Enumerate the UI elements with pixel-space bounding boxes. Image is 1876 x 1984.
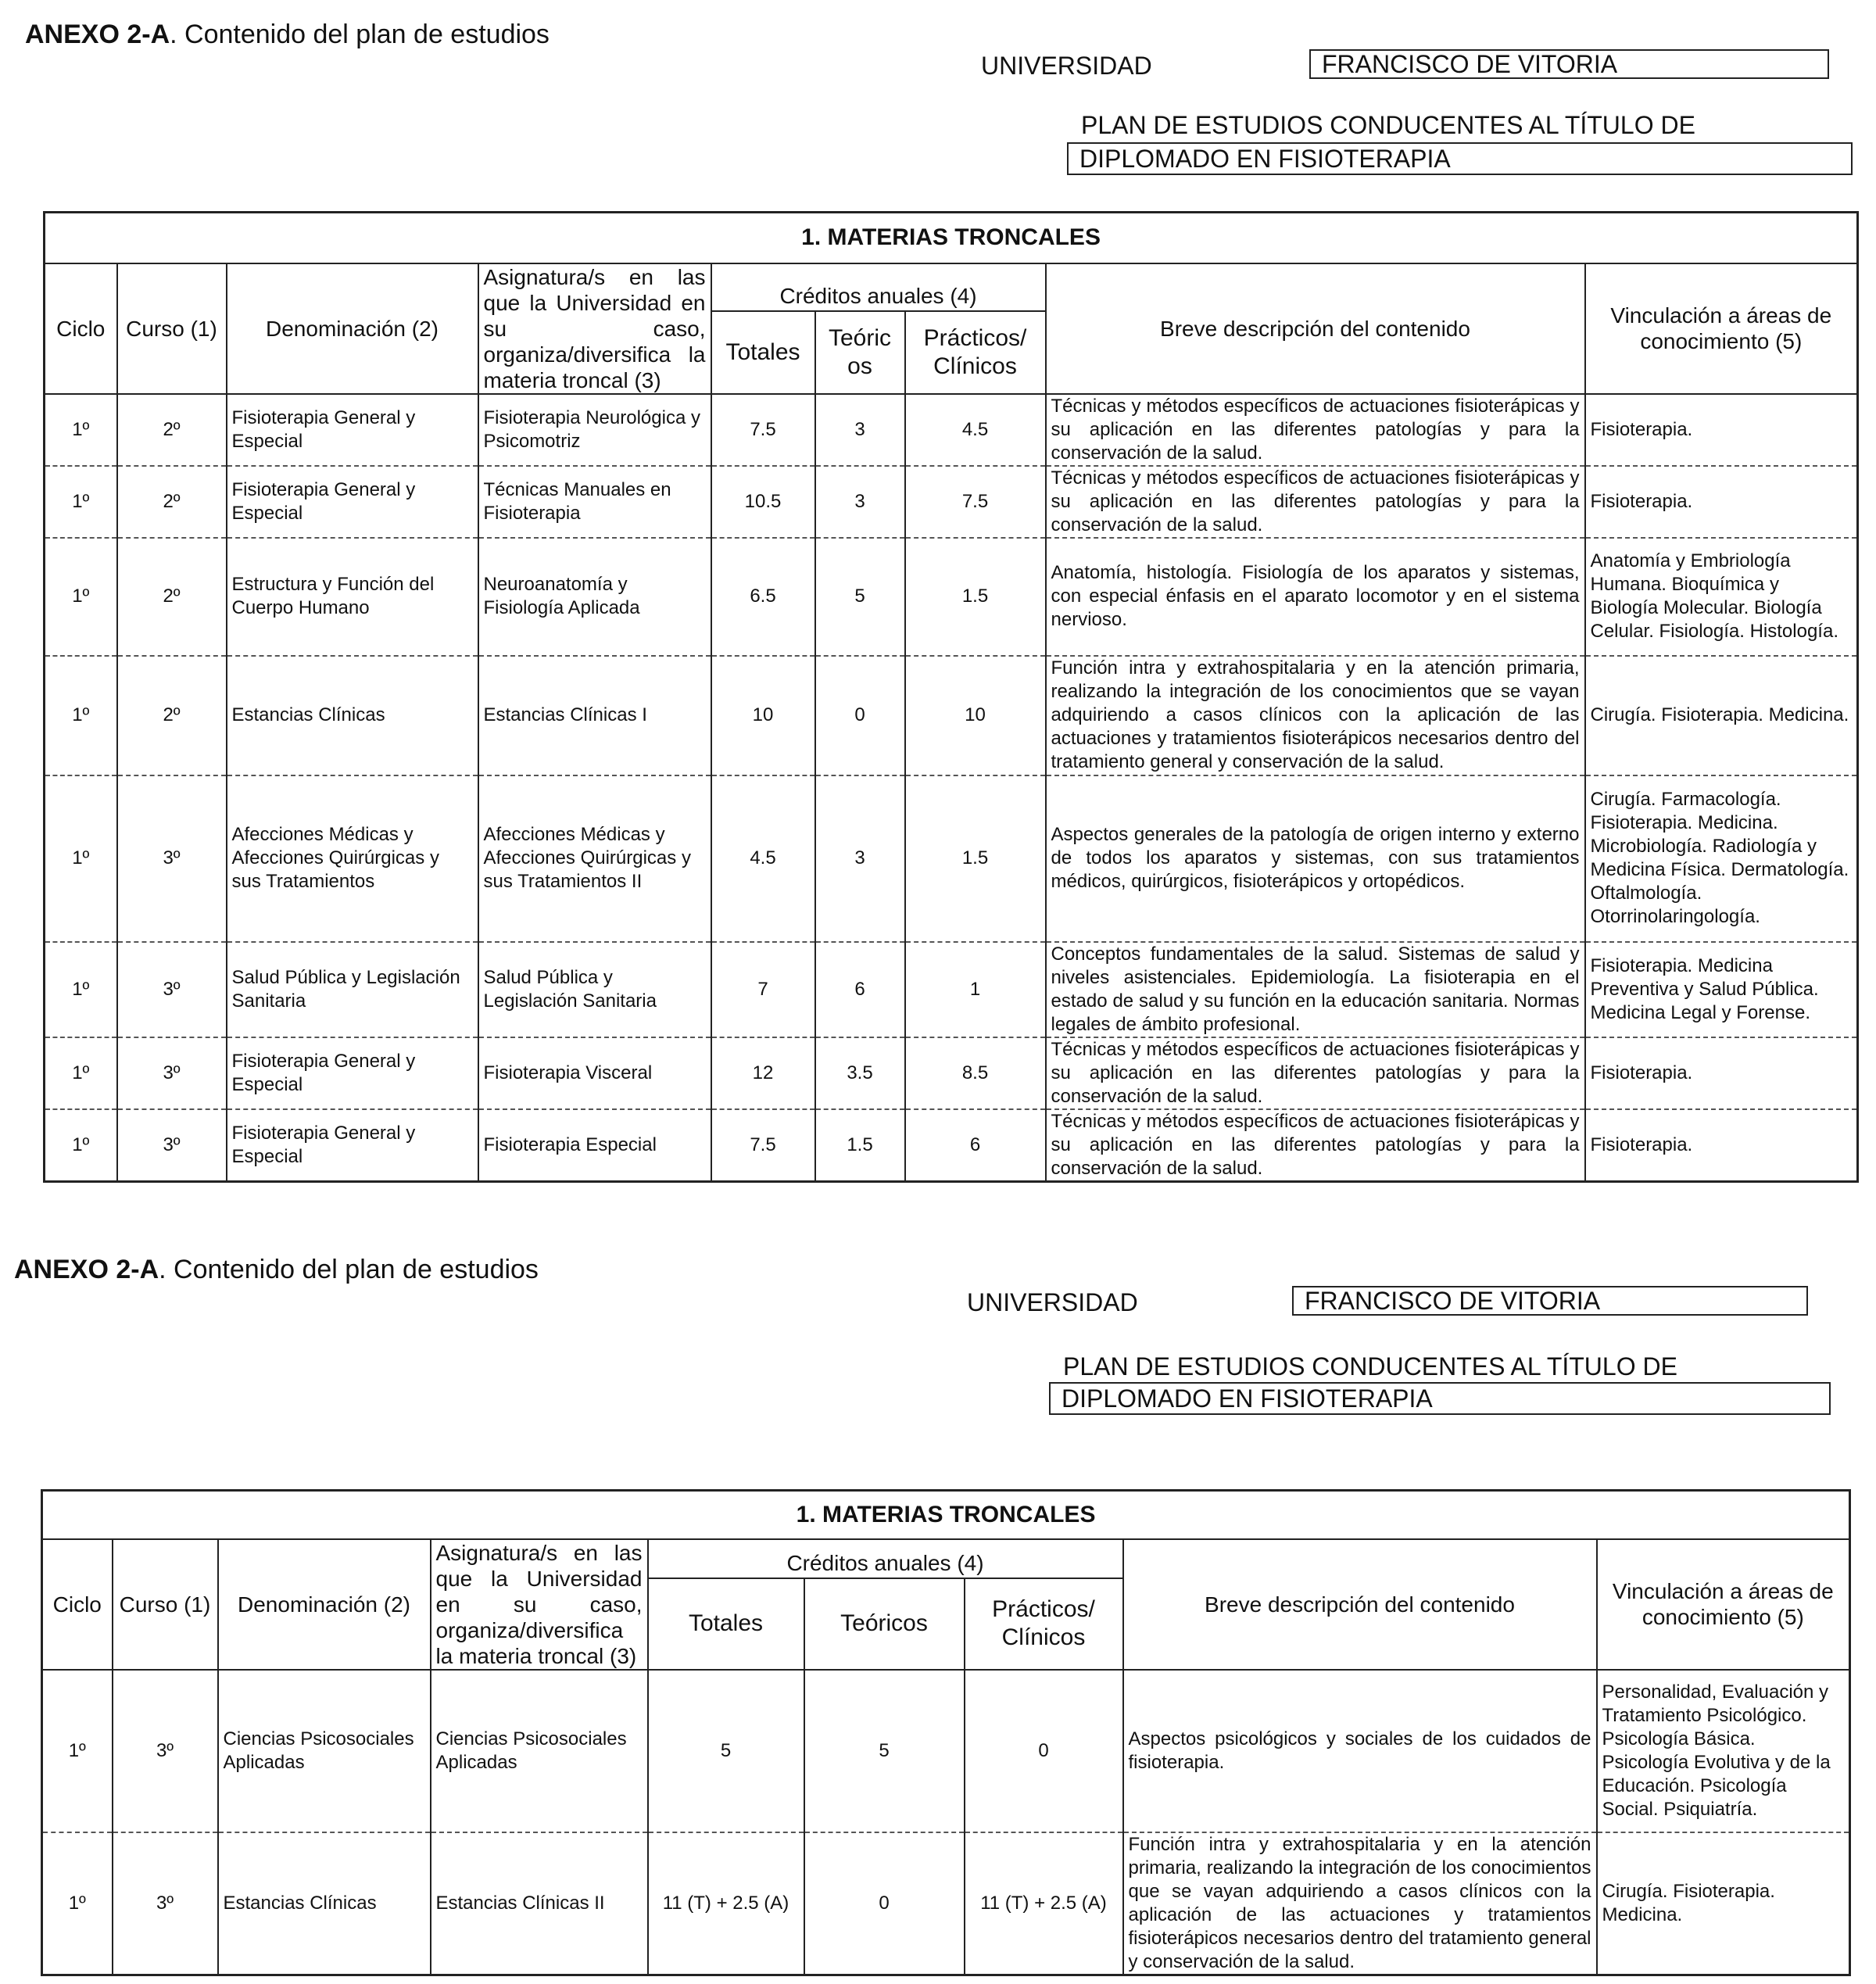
cell-denominacion: Fisioterapia General y Especial bbox=[227, 1037, 478, 1109]
anexo-title bbox=[25, 20, 550, 50]
cell-descripcion: Técnicas y métodos específicos de actuaciones fisioterápicas y su aplicación en las diferentes patologías y para la conservación de la salud. bbox=[1046, 1109, 1585, 1182]
cell-denominacion: Estancias Clínicas bbox=[227, 656, 478, 775]
cell-totales: 5 bbox=[648, 1670, 804, 1832]
materias-troncales-table bbox=[41, 1489, 1851, 1976]
header-ciclo: Ciclo bbox=[45, 263, 117, 394]
cell-asignatura: Técnicas Manuales en Fisioterapia bbox=[478, 466, 711, 538]
anexo-title bbox=[14, 1255, 539, 1285]
cell-totales: 6.5 bbox=[711, 538, 815, 656]
cell-practicos: 10 bbox=[905, 656, 1046, 775]
anexo-label: ANEXO 2-A bbox=[25, 20, 170, 49]
cell-curso: 3º bbox=[117, 1109, 227, 1182]
cell-vinculacion: Fisioterapia. bbox=[1585, 1037, 1858, 1109]
cell-ciclo: 1º bbox=[45, 1109, 117, 1182]
cell-ciclo: 1º bbox=[45, 942, 117, 1037]
header-asignatura: Asignatura/s en las que la Universidad en su caso, organiza/diversifica la materia troncal (3) bbox=[431, 1539, 648, 1670]
cell-asignatura: Ciencias Psicosociales Aplicadas bbox=[431, 1670, 648, 1832]
cell-descripcion: Técnicas y métodos específicos de actuaciones fisioterápicas y su aplicación en las diferentes patologías y para la conservación de la salud. bbox=[1046, 1037, 1585, 1109]
header-vinculacion: Vinculación a áreas de conocimiento (5) bbox=[1585, 263, 1858, 394]
cell-vinculacion: Anatomía y Embriología Humana. Bioquímica y Biología Molecular. Biología Celular. Fisiología. Histología. bbox=[1585, 538, 1858, 656]
cell-curso: 3º bbox=[117, 1037, 227, 1109]
cell-denominacion: Fisioterapia General y Especial bbox=[227, 1109, 478, 1182]
table-row bbox=[45, 466, 1858, 538]
cell-asignatura: Salud Pública y Legislación Sanitaria bbox=[478, 942, 711, 1037]
table-row bbox=[45, 1037, 1858, 1109]
cell-asignatura: Estancias Clínicas II bbox=[431, 1832, 648, 1975]
cell-ciclo: 1º bbox=[45, 1037, 117, 1109]
anexo-subtitle: . Contenido del plan de estudios bbox=[170, 20, 550, 49]
table-row bbox=[45, 942, 1858, 1037]
cell-teoricos: 3.5 bbox=[815, 1037, 905, 1109]
cell-vinculacion: Fisioterapia. bbox=[1585, 1109, 1858, 1182]
header-curso: Curso (1) bbox=[113, 1539, 218, 1670]
cell-curso: 2º bbox=[117, 656, 227, 775]
cell-practicos: 1 bbox=[905, 942, 1046, 1037]
header-creditos: Créditos anuales (4) bbox=[648, 1539, 1123, 1579]
header-teoricos: Teóric os bbox=[815, 311, 905, 394]
cell-vinculacion: Fisioterapia. bbox=[1585, 394, 1858, 466]
cell-totales: 7 bbox=[711, 942, 815, 1037]
cell-ciclo: 1º bbox=[45, 466, 117, 538]
cell-ciclo: 1º bbox=[42, 1832, 113, 1975]
cell-asignatura: Afecciones Médicas y Afecciones Quirúrgicas y sus Tratamientos II bbox=[478, 775, 711, 942]
plan-field: DIPLOMADO EN FISIOTERAPIA bbox=[1049, 1382, 1831, 1415]
cell-practicos: 11 (T) + 2.5 (A) bbox=[965, 1832, 1123, 1975]
cell-denominacion: Ciencias Psicosociales Aplicadas bbox=[218, 1670, 431, 1832]
cell-teoricos: 3 bbox=[815, 394, 905, 466]
cell-vinculacion: Cirugía. Fisioterapia. Medicina. bbox=[1597, 1832, 1850, 1975]
header-totales: Totales bbox=[648, 1578, 804, 1669]
cell-practicos: 7.5 bbox=[905, 466, 1046, 538]
header-descripcion: Breve descripción del contenido bbox=[1046, 263, 1585, 394]
cell-totales: 10.5 bbox=[711, 466, 815, 538]
universidad-label: UNIVERSIDAD bbox=[967, 1288, 1138, 1316]
cell-descripcion: Aspectos psicológicos y sociales de los cuidados de fisioterapia. bbox=[1123, 1670, 1597, 1832]
cell-ciclo: 1º bbox=[45, 775, 117, 942]
cell-vinculacion: Fisioterapia. bbox=[1585, 466, 1858, 538]
cell-teoricos: 3 bbox=[815, 775, 905, 942]
header-creditos: Créditos anuales (4) bbox=[711, 263, 1046, 311]
table-row bbox=[45, 775, 1858, 942]
cell-totales: 7.5 bbox=[711, 1109, 815, 1182]
header-practicos: Prácticos/ Clínicos bbox=[905, 311, 1046, 394]
cell-curso: 3º bbox=[113, 1832, 218, 1975]
cell-practicos: 1.5 bbox=[905, 538, 1046, 656]
header-asignatura: Asignatura/s en las que la Universidad en su caso, organiza/diversifica la materia troncal (3) bbox=[478, 263, 711, 394]
cell-curso: 2º bbox=[117, 466, 227, 538]
cell-practicos: 0 bbox=[965, 1670, 1123, 1832]
cell-descripcion: Anatomía, histología. Fisiología de los aparatos y sistemas, con especial énfasis en el aparato locomotor y en el sistema nervioso. bbox=[1046, 538, 1585, 656]
cell-totales: 11 (T) + 2.5 (A) bbox=[648, 1832, 804, 1975]
cell-vinculacion: Cirugía. Fisioterapia. Medicina. bbox=[1585, 656, 1858, 775]
cell-denominacion: Estructura y Función del Cuerpo Humano bbox=[227, 538, 478, 656]
cell-ciclo: 1º bbox=[45, 394, 117, 466]
plan-field: DIPLOMADO EN FISIOTERAPIA bbox=[1067, 142, 1853, 175]
cell-teoricos: 0 bbox=[815, 656, 905, 775]
anexo-subtitle: . Contenido del plan de estudios bbox=[159, 1255, 539, 1284]
cell-ciclo: 1º bbox=[45, 656, 117, 775]
table-row bbox=[45, 656, 1858, 775]
cell-practicos: 4.5 bbox=[905, 394, 1046, 466]
cell-totales: 10 bbox=[711, 656, 815, 775]
cell-denominacion: Afecciones Médicas y Afecciones Quirúrgicas y sus Tratamientos bbox=[227, 775, 478, 942]
cell-teoricos: 1.5 bbox=[815, 1109, 905, 1182]
header-curso: Curso (1) bbox=[117, 263, 227, 394]
cell-asignatura: Fisioterapia Especial bbox=[478, 1109, 711, 1182]
cell-ciclo: 1º bbox=[45, 538, 117, 656]
header-denominacion: Denominación (2) bbox=[218, 1539, 431, 1670]
cell-teoricos: 0 bbox=[804, 1832, 965, 1975]
universidad-label: UNIVERSIDAD bbox=[981, 52, 1152, 80]
header-ciclo: Ciclo bbox=[42, 1539, 113, 1670]
cell-curso: 2º bbox=[117, 394, 227, 466]
cell-descripcion: Técnicas y métodos específicos de actuaciones fisioterápicas y su aplicación en las diferentes patologías y para la conservación de la salud. bbox=[1046, 466, 1585, 538]
table-row bbox=[42, 1670, 1850, 1832]
cell-descripcion: Conceptos fundamentales de la salud. Sistemas de salud y niveles asistenciales. Epidemiología. La fisioterapia en el estado de salud y su función en la educación sanitaria. Normas legales de ámbito profesional. bbox=[1046, 942, 1585, 1037]
header-totales: Totales bbox=[711, 311, 815, 394]
cell-curso: 3º bbox=[113, 1670, 218, 1832]
cell-practicos: 1.5 bbox=[905, 775, 1046, 942]
cell-descripcion: Técnicas y métodos específicos de actuaciones fisioterápicas y su aplicación en las diferentes patologías y para la conservación de la salud. bbox=[1046, 394, 1585, 466]
plan-label: PLAN DE ESTUDIOS CONDUCENTES AL TÍTULO DE bbox=[1081, 111, 1695, 139]
cell-totales: 7.5 bbox=[711, 394, 815, 466]
cell-denominacion: Salud Pública y Legislación Sanitaria bbox=[227, 942, 478, 1037]
table-title: 1. MATERIAS TRONCALES bbox=[42, 1491, 1850, 1539]
cell-descripcion: Función intra y extrahospitalaria y en la atención primaria, realizando la integración de los conocimientos que se vayan adquiriendo a casos clínicos con la aplicación de las actuaciones y tratamientos fisioterápicos necesarios dentro del tratamiento general y conservación de la salud. bbox=[1046, 656, 1585, 775]
cell-denominacion: Fisioterapia General y Especial bbox=[227, 466, 478, 538]
cell-teoricos: 5 bbox=[804, 1670, 965, 1832]
table-row bbox=[45, 538, 1858, 656]
cell-curso: 3º bbox=[117, 942, 227, 1037]
plan-label: PLAN DE ESTUDIOS CONDUCENTES AL TÍTULO DE bbox=[1063, 1352, 1677, 1381]
cell-asignatura: Fisioterapia Visceral bbox=[478, 1037, 711, 1109]
header-denominacion: Denominación (2) bbox=[227, 263, 478, 394]
cell-vinculacion: Cirugía. Farmacología. Fisioterapia. Medicina. Microbiología. Radiología y Medicina Física. Dermatología. Oftalmología. Otorrinolaringología. bbox=[1585, 775, 1858, 942]
table-row bbox=[42, 1832, 1850, 1975]
header-practicos: Prácticos/ Clínicos bbox=[965, 1578, 1123, 1669]
table-row bbox=[45, 1109, 1858, 1182]
cell-teoricos: 5 bbox=[815, 538, 905, 656]
header-vinculacion: Vinculación a áreas de conocimiento (5) bbox=[1597, 1539, 1850, 1670]
cell-totales: 12 bbox=[711, 1037, 815, 1109]
header-teoricos: Teóricos bbox=[804, 1578, 965, 1669]
cell-totales: 4.5 bbox=[711, 775, 815, 942]
anexo-label: ANEXO 2-A bbox=[14, 1255, 159, 1284]
cell-denominacion: Fisioterapia General y Especial bbox=[227, 394, 478, 466]
cell-practicos: 8.5 bbox=[905, 1037, 1046, 1109]
cell-teoricos: 6 bbox=[815, 942, 905, 1037]
cell-vinculacion: Fisioterapia. Medicina Preventiva y Salud Pública. Medicina Legal y Forense. bbox=[1585, 942, 1858, 1037]
cell-asignatura: Neuroanatomía y Fisiología Aplicada bbox=[478, 538, 711, 656]
materias-troncales-table bbox=[43, 211, 1859, 1183]
cell-ciclo: 1º bbox=[42, 1670, 113, 1832]
table-row bbox=[45, 394, 1858, 466]
cell-teoricos: 3 bbox=[815, 466, 905, 538]
cell-asignatura: Fisioterapia Neurológica y Psicomotriz bbox=[478, 394, 711, 466]
table-title: 1. MATERIAS TRONCALES bbox=[45, 213, 1858, 263]
universidad-field: FRANCISCO DE VITORIA bbox=[1292, 1286, 1808, 1316]
universidad-field: FRANCISCO DE VITORIA bbox=[1309, 49, 1829, 79]
cell-descripcion: Función intra y extrahospitalaria y en la atención primaria, realizando la integración de los conocimientos que se vayan adquiriendo a casos clínicos con la aplicación de las actuaciones y tratamientos fisioterápicos necesarios dentro del tratamiento general y conservación de la salud. bbox=[1123, 1832, 1597, 1975]
cell-practicos: 6 bbox=[905, 1109, 1046, 1182]
cell-curso: 3º bbox=[117, 775, 227, 942]
header-descripcion: Breve descripción del contenido bbox=[1123, 1539, 1597, 1670]
cell-curso: 2º bbox=[117, 538, 227, 656]
cell-asignatura: Estancias Clínicas I bbox=[478, 656, 711, 775]
cell-denominacion: Estancias Clínicas bbox=[218, 1832, 431, 1975]
cell-descripcion: Aspectos generales de la patología de origen interno y externo de todos los aparatos y sistemas, con sus tratamientos médicos, quirúrgicos, fisioterápicos y ortopédicos. bbox=[1046, 775, 1585, 942]
cell-vinculacion: Personalidad, Evaluación y Tratamiento Psicológico. Psicología Básica. Psicología Evolutiva y de la Educación. Psicología Social. Psiquiatría. bbox=[1597, 1670, 1850, 1832]
